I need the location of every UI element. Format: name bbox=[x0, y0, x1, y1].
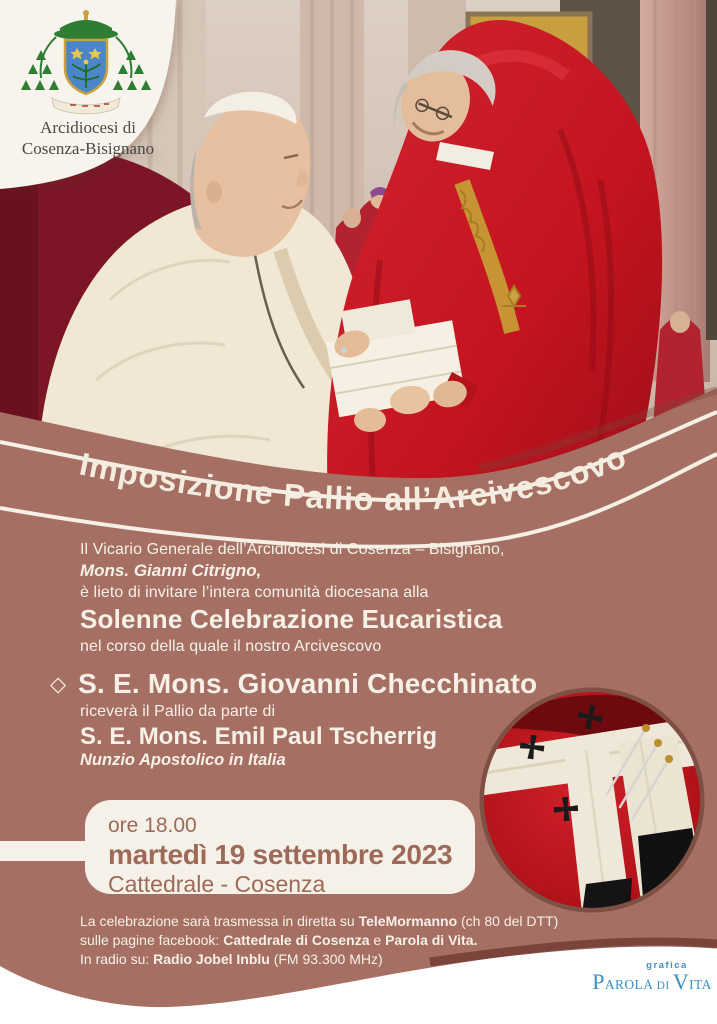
banner-title: Imposizione Pallio all’Arcivescovo bbox=[76, 438, 632, 518]
event-details-box bbox=[85, 800, 475, 897]
event-place: Cattedrale - Cosenza bbox=[108, 871, 326, 897]
invitation-intro1: Il Vicario Generale dell’Arcidiocesi di Cosenza – Bisignano, bbox=[80, 541, 505, 558]
receives-line: riceverà il Pallio da parte di bbox=[80, 702, 276, 720]
celebration-title: Solenne Celebrazione Eucaristica bbox=[80, 604, 503, 635]
nuncio-role: Nunzio Apostolico in Italia bbox=[80, 750, 286, 769]
broadcast-line2: sulle pagine facebook: Cattedrale di Cosenza e Parola di Vita. bbox=[80, 932, 478, 948]
pallium-photo-circle bbox=[478, 686, 706, 914]
diocese-name-line2: Cosenza-Bisignano bbox=[21, 139, 155, 158]
tv-channel-name: TeleMormanno bbox=[358, 913, 458, 929]
invitation-intro2: è lieto di invitare l’intera comunità diocesana alla bbox=[80, 584, 429, 602]
facebook-page-1: Cattedrale di Cosenza bbox=[223, 932, 370, 948]
archbishop-name: S. E. Mons. Giovanni Checchinato bbox=[78, 667, 538, 699]
event-time: ore 18.00 bbox=[108, 814, 197, 837]
publisher-name: PAROLA DI VITA bbox=[592, 969, 712, 994]
diocese-name-line1: Arcidiocesi di bbox=[40, 118, 136, 137]
broadcast-info bbox=[80, 912, 655, 969]
radio-name: Radio Jobel Inblu bbox=[153, 951, 270, 967]
pallium-photo bbox=[478, 686, 706, 914]
diamond-bullet-icon: ◇ bbox=[50, 673, 67, 697]
vicar-name: Mons. Gianni Citrigno, bbox=[80, 561, 262, 581]
event-date: martedì 19 settembre 2023 bbox=[108, 839, 453, 870]
broadcast-line3: In radio su: Radio Jobel Inblu (FM 93.300 MHz) bbox=[80, 951, 383, 967]
publisher-logo bbox=[592, 960, 712, 995]
datebox-left-strip bbox=[0, 841, 94, 861]
publisher-tagline: grafica bbox=[646, 960, 688, 971]
nuncio-name: S. E. Mons. Emil Paul Tscherrig bbox=[80, 722, 437, 750]
diocese-badge bbox=[0, 0, 210, 205]
facebook-page-2: Parola di Vita. bbox=[385, 932, 478, 948]
invitation-intro3: nel corso della quale il nostro Arcivescovo bbox=[80, 638, 382, 656]
broadcast-line1: La celebrazione sarà trasmessa in diretta su TeleMormanno (ch 80 del DTT) bbox=[80, 913, 559, 929]
